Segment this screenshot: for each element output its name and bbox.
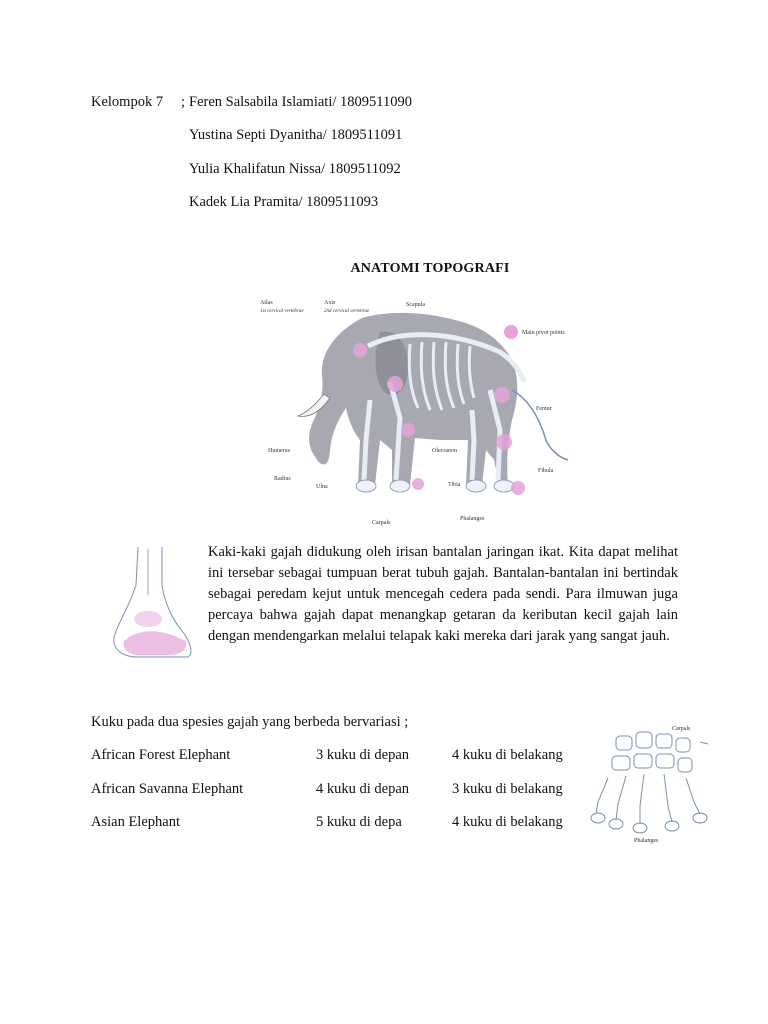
front-hooves: 5 kuku di depa xyxy=(316,814,402,830)
label-phalanges: Phalanges xyxy=(460,516,485,522)
page-title: ANATOMI TOPOGRAFI xyxy=(350,261,510,276)
species-name: African Forest Elephant xyxy=(91,747,231,763)
front-hooves: 3 kuku di depan xyxy=(316,747,410,763)
label-foot-carpals: Carpals xyxy=(672,726,691,732)
member-4: Kadek Lia Pramita/ 1809511093 xyxy=(189,194,379,210)
label-atlas: Atlas xyxy=(260,300,273,306)
tail xyxy=(512,390,568,460)
table-row xyxy=(91,781,571,801)
front-hooves: 4 kuku di depan xyxy=(316,781,410,797)
separator: ; xyxy=(181,94,186,110)
label-foot-phalanges: Phalanges xyxy=(634,838,659,844)
label-scapula: Scapula xyxy=(406,302,425,308)
member-3: Yulia Khalifatun Nissa/ 1809511092 xyxy=(189,161,401,177)
feet xyxy=(356,480,514,492)
species-name: African Savanna Elephant xyxy=(91,781,244,797)
label-pivot: Main pivot points xyxy=(522,330,565,336)
table-row xyxy=(91,814,571,834)
foot-paragraph: Kaki-kaki gajah didukung oleh irisan bantalan jaringan ikat. Kita dapat melihat ini tersebar sebagai tumpuan berat tubuh gajah. Bantalan-bantalan ini bertindak sebagai peredam kejut untuk mencegah cedera pada sendi. Para ilmuwan juga percaya bahwa gajah dapat menangkap getaran da keributan kecil gajah lain dengan mendengarkan melalui telapak kaki mereka dari jarak yang sangat jauh. xyxy=(208,544,678,644)
foot-pad-figure xyxy=(98,545,198,667)
back-hooves: 3 kuku di belakang xyxy=(452,781,563,797)
label-humerus: Humerus xyxy=(268,448,290,454)
member-1: Feren Salsabila Islamiati/ 1809511090 xyxy=(189,94,412,110)
hoof-intro: Kuku pada dua spesies gajah yang berbeda bervariasi ; xyxy=(91,714,409,730)
label-carpals: Carpals xyxy=(372,520,391,526)
label-ulna: Ulna xyxy=(316,484,328,490)
label-olecranon: Olecranon xyxy=(432,448,457,454)
group-label: Kelompok 7 xyxy=(91,94,164,110)
label-fibula: Fibula xyxy=(538,468,554,474)
back-hooves: 4 kuku di belakang xyxy=(452,747,563,763)
member-2: Yustina Septi Dyanitha/ 1809511091 xyxy=(189,127,403,143)
elephant-skeleton-figure xyxy=(250,290,595,530)
label-tibia: Tibia xyxy=(448,482,461,488)
label-axis-sub: 2nd cervical vertebrae xyxy=(324,309,370,314)
species-name: Asian Elephant xyxy=(91,814,180,830)
label-femur: Femur xyxy=(536,406,552,412)
label-radius: Radius xyxy=(274,476,291,482)
label-atlas-sub: 1st cervical vertebrae xyxy=(260,309,304,314)
table-row xyxy=(91,747,571,767)
label-axis: Axis xyxy=(324,300,336,306)
back-hooves: 4 kuku di belakang xyxy=(452,814,563,830)
elephant-body-silhouette xyxy=(309,313,517,488)
pivot-legend-dot xyxy=(504,325,518,339)
foot-skeleton-figure xyxy=(588,722,728,846)
